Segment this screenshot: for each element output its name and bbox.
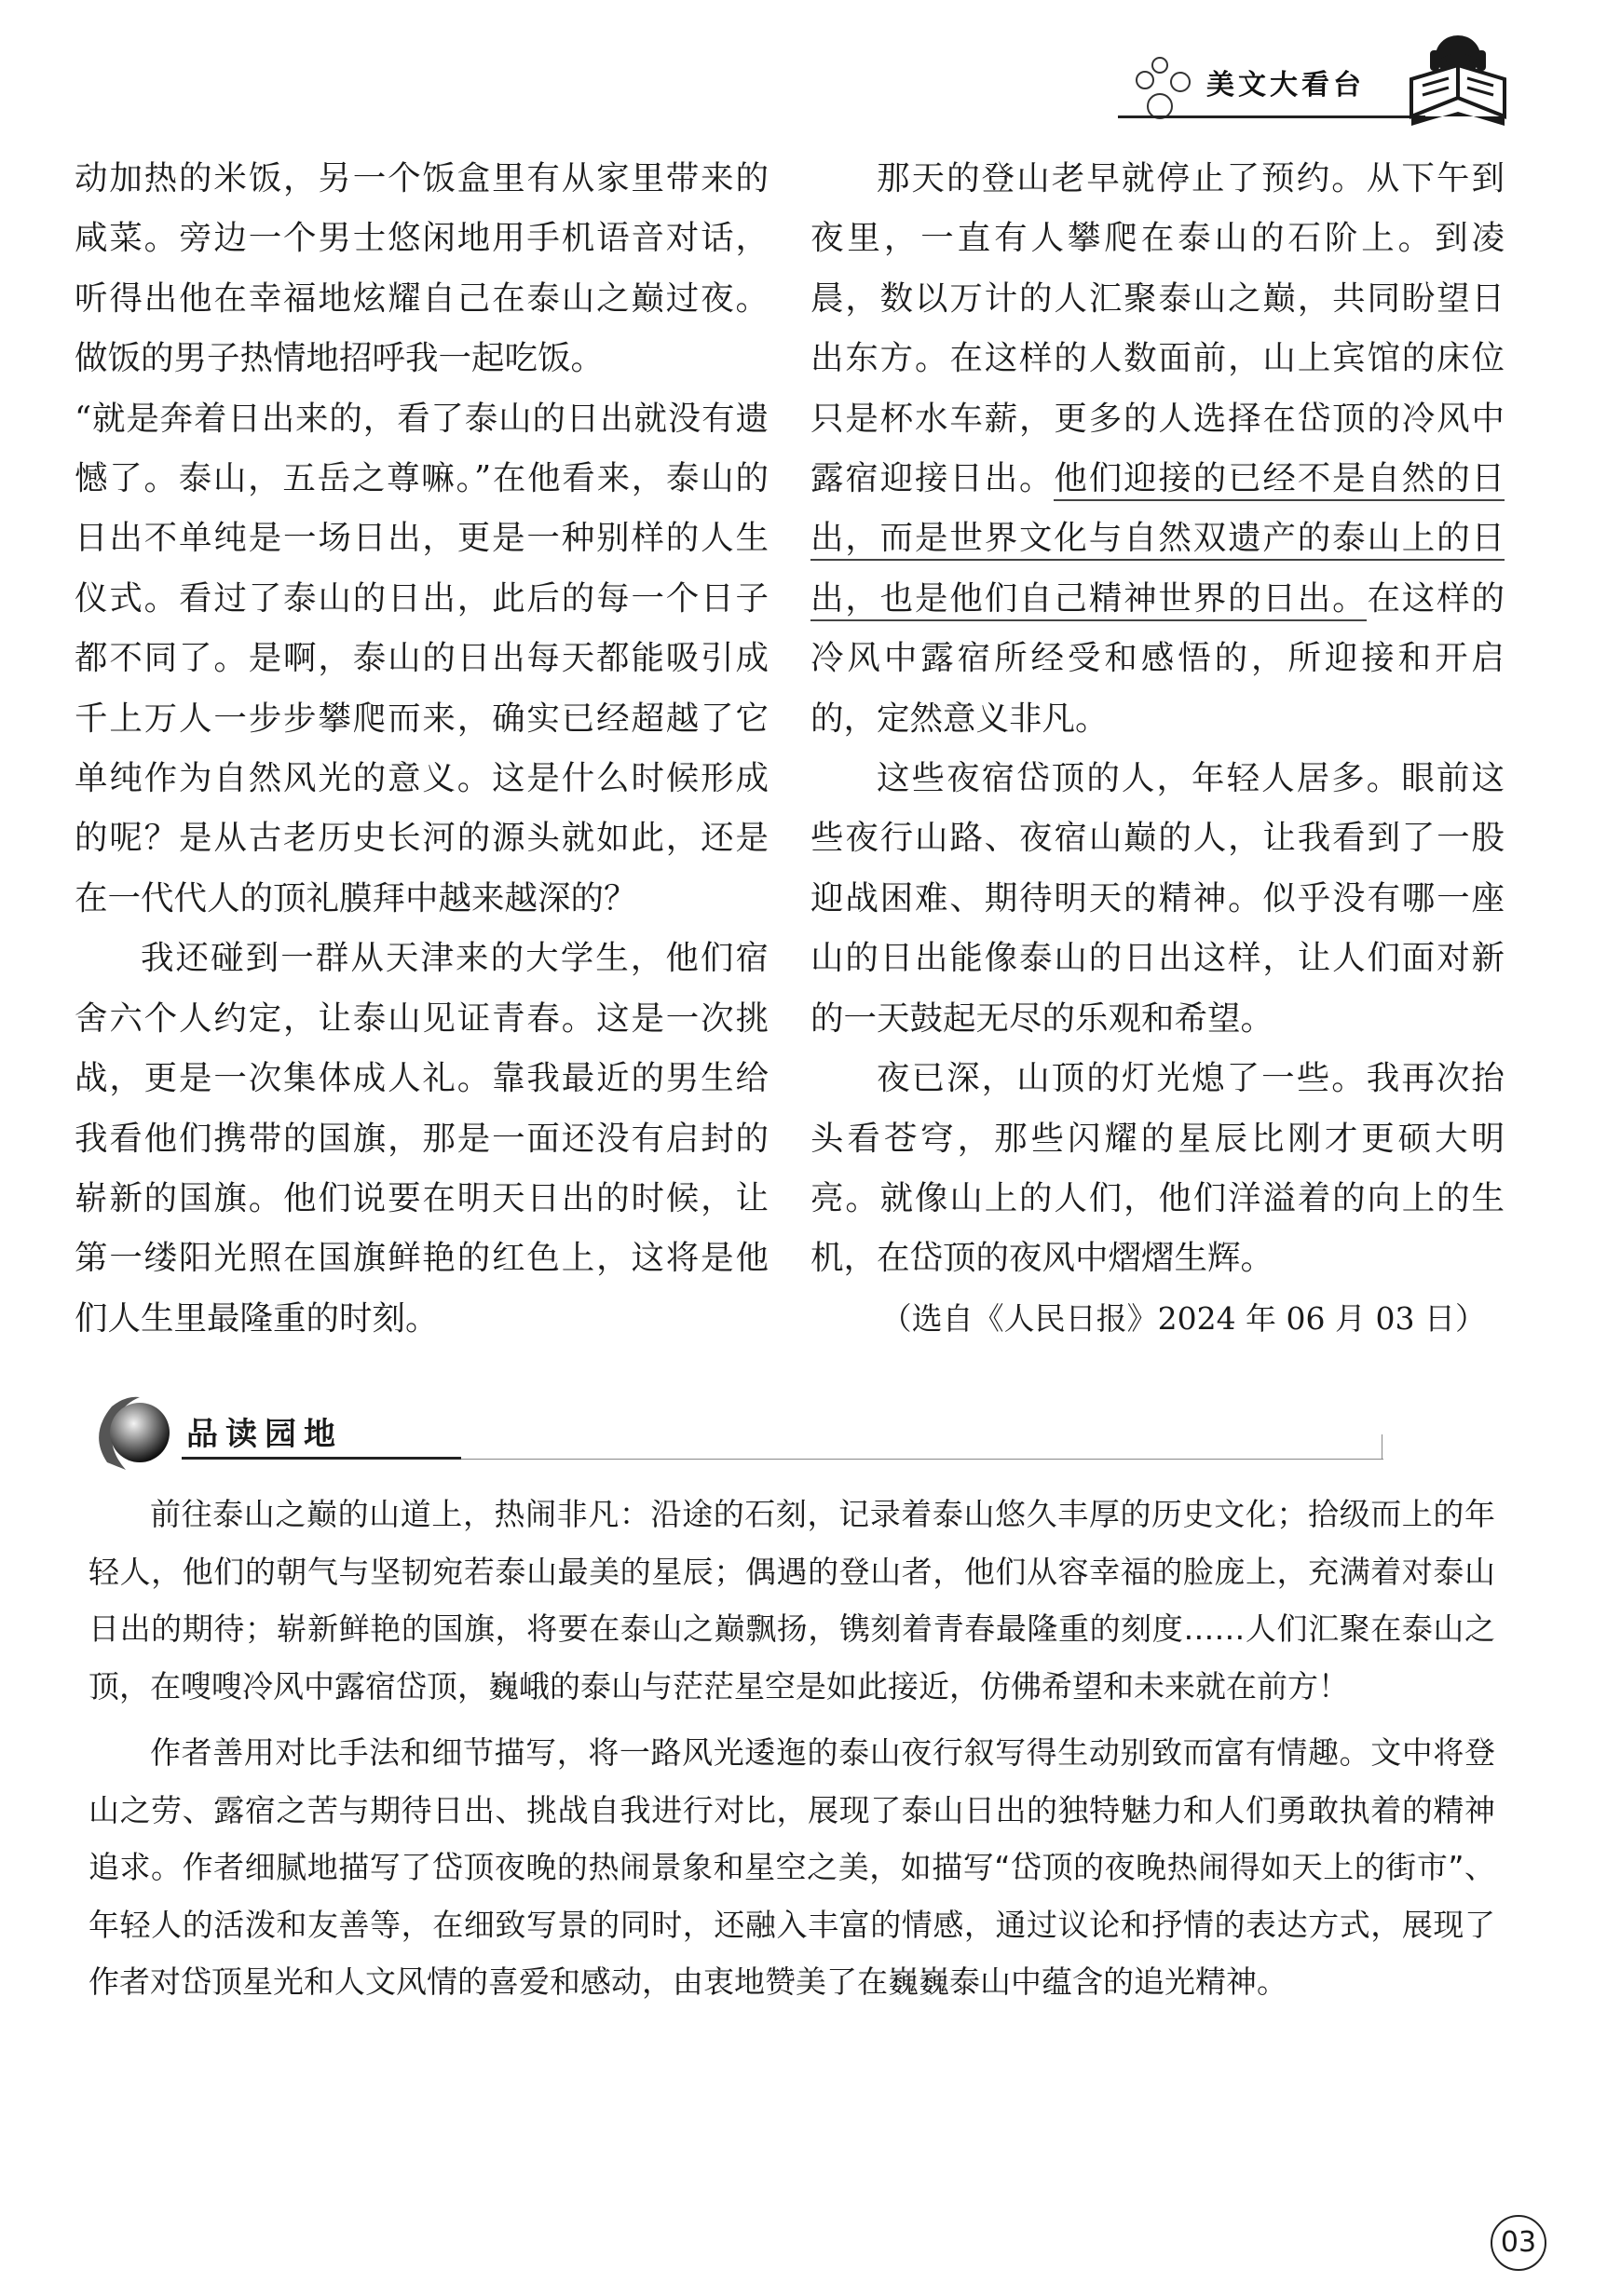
column-title: 美文大看台 (1206, 69, 1365, 102)
article-paragraph: “就是奔着日出来的，看了泰山的日出就没有遗憾了。泰山，五岳之尊嘛。”在他看来，泰山的日出不单纯是一场日出，更是一种别样的人生仪式。看过了泰山的日出，此后的每一个日子都不同了。是啊，泰山的日出每天都能吸引成千上万人一步步攀爬而来，确实已经超越了它单纯作为自然风光的意义。这是什么时候形成的呢？是从古老历史长河的源头就如此，还是在一代代人的顶礼膜拜中越来越深的？ (75, 399, 769, 917)
article-paragraph: 这些夜宿岱顶的人，年轻人居多。眼前这些夜行山路、夜宿山巅的人，让我看到了一股迎战困难、期待明天的精神。似乎没有哪一座山的日出能像泰山的日出这样，让人们面对新的一天鼓起无尽的乐观和希望。 (810, 759, 1505, 1038)
section-thin-rule (461, 1459, 1383, 1460)
article-paragraph (810, 149, 1505, 749)
section-rule (182, 1457, 461, 1460)
underlined-sentence: 他们迎接的已经不是自然的日出，而是世界文化与自然双遗产的泰山上的日出，也是他们自己精神世界的日出。 (810, 459, 1505, 621)
paragraph-text: 在这样的冷风中露宿所经受和感悟的，所迎接和开启的，定然意义非凡。 (810, 578, 1505, 738)
section-title: 品读园地 (186, 1416, 343, 1453)
globe-swirl-icon (89, 1388, 191, 1481)
header-rule (1118, 115, 1425, 118)
section-header (89, 1388, 1495, 1481)
commentary-paragraph: 前往泰山之巅的山道上，热闹非凡：沿途的石刻，记录着泰山悠久丰厚的历史文化；拾级而上的年轻人，他们的朝气与坚韧宛若泰山最美的星辰；偶遇的登山者，他们从容幸福的脸庞上，充满着对泰山日出的期待；崭新鲜艳的国旗，将要在泰山之巅飘扬，镌刻着青春最隆重的刻度……人们汇聚在泰山之顶，在嗖嗖冷风中露宿岱顶，巍峨的泰山与茫茫星空是如此接近，仿佛希望和未来就在前方！ (89, 1496, 1495, 1705)
reader-with-book-icon (1402, 28, 1514, 130)
article-source: （选自《人民日报》2024 年 06 月 03 日） (880, 1299, 1486, 1337)
commentary-paragraph: 作者善用对比手法和细节描写，将一路风光逶迤的泰山夜行叙写得生动别致而富有情趣。文中将登山之劳、露宿之苦与期待日出、挑战自我进行对比，展现了泰山日出的独特魅力和人们勇敢执着的精神追求。作者细腻地描写了岱顶夜晚的热闹景象和星空之美，如描写“岱顶的夜晚热闹得如天上的街市”、年轻人的活泼和友善等，在细致写景的同时，还融入丰富的情感，通过议论和抒情的表达方式，展现了作者对岱顶星光和人文风情的喜爱和感动，由衷地赞美了在巍巍泰山中蕴含的追光精神。 (89, 1734, 1495, 2000)
commentary-block (89, 1486, 1495, 2020)
article-paragraph: 动加热的米饭，另一个饭盒里有从家里带来的咸菜。旁边一个男士悠闲地用手机语音对话，听得出他在幸福地炫耀自己在泰山之巅过夜。做饭的男子热情地招呼我一起吃饭。 (75, 159, 769, 378)
page-number: 03 (1491, 2215, 1546, 2271)
paragraph-text: 那天的登山老早就停止了预约。从下午到夜里，一直有人攀爬在泰山的石阶上。到凌晨，数以万计的人汇聚泰山之巅，共同盼望日出东方。在这样的人数面前，山上宾馆的床位只是杯水车薪，更多的人选择在岱顶的冷风中露宿迎接日出。 (810, 159, 1505, 498)
article-right-column (810, 149, 1505, 1349)
article-paragraph: 我还碰到一群从天津来的大学生，他们宿舍六个人约定，让泰山见证青春。这是一次挑战，更是一次集体成人礼。靠我最近的男生给我看他们携带的国旗，那是一面还没有启封的崭新的国旗。他们说要在明天日出的时候，让第一缕阳光照在国旗鲜艳的红色上，这将是他们人生里最隆重的时刻。 (75, 939, 769, 1338)
article-paragraph: 夜已深，山顶的灯光熄了一些。我再次抬头看苍穹，那些闪耀的星辰比刚才更硕大明亮。就像山上的人们，他们洋溢着的向上的生机，在岱顶的夜风中熠熠生辉。 (810, 1059, 1505, 1278)
article-left-column (75, 149, 769, 1349)
